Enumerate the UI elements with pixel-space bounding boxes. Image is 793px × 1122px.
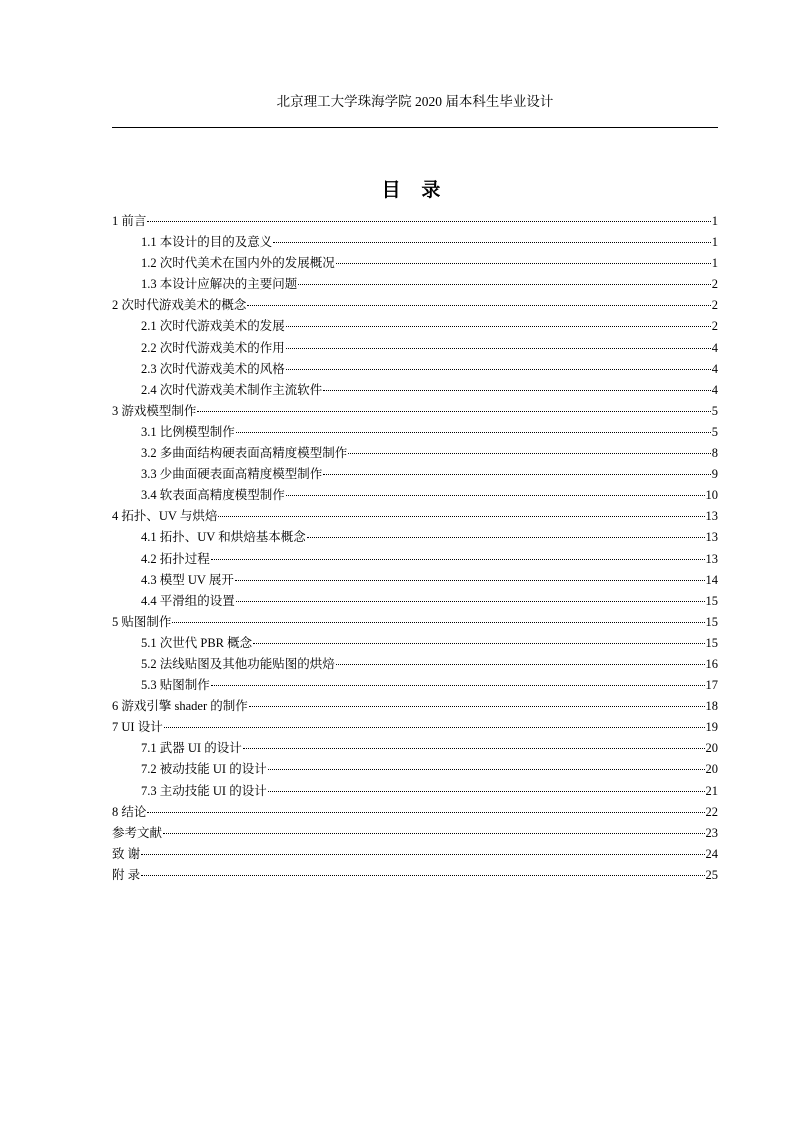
toc-entry[interactable] bbox=[112, 570, 718, 591]
toc-entry-label: 1.3 本设计应解决的主要问题 bbox=[141, 277, 298, 292]
toc-entry[interactable] bbox=[112, 591, 718, 612]
toc-dot-leader bbox=[147, 221, 710, 222]
toc-entry-label: 3.3 少曲面硬表面高精度模型制作 bbox=[141, 467, 323, 482]
toc-entry-label: 4.3 模型 UV 展开 bbox=[141, 572, 234, 587]
toc-entry[interactable] bbox=[112, 253, 718, 274]
toc-entry[interactable] bbox=[112, 401, 718, 422]
toc-entry[interactable] bbox=[112, 823, 718, 844]
toc-entry-page-number: 17 bbox=[705, 678, 718, 693]
toc-entry-label: 5.3 贴图制作 bbox=[141, 678, 210, 693]
toc-entry-page-number: 13 bbox=[705, 530, 718, 545]
toc-entry-page-number: 2 bbox=[711, 298, 718, 313]
toc-dot-leader bbox=[249, 706, 705, 707]
toc-entry-page-number: 19 bbox=[705, 720, 718, 735]
toc-entry-label: 致 谢 bbox=[112, 846, 141, 861]
table-of-contents bbox=[112, 211, 718, 886]
toc-entry-page-number: 9 bbox=[711, 467, 718, 482]
toc-entry-page-number: 5 bbox=[711, 403, 718, 418]
toc-dot-leader bbox=[211, 559, 705, 560]
toc-entry-page-number: 2 bbox=[711, 277, 718, 292]
toc-entry[interactable] bbox=[112, 295, 718, 316]
toc-entry[interactable] bbox=[112, 338, 718, 359]
toc-entry-label: 附 录 bbox=[112, 867, 141, 882]
toc-entry-label: 2.4 次时代游戏美术制作主流软件 bbox=[141, 382, 323, 397]
toc-dot-leader bbox=[286, 495, 705, 496]
toc-entry-label: 4.1 拓扑、UV 和烘焙基本概念 bbox=[141, 530, 306, 545]
toc-entry-label: 8 结论 bbox=[112, 804, 147, 819]
toc-entry-label: 5 贴图制作 bbox=[112, 614, 172, 629]
toc-entry-label: 2.3 次时代游戏美术的风格 bbox=[141, 361, 285, 376]
toc-dot-leader bbox=[253, 643, 704, 644]
toc-entry[interactable] bbox=[112, 865, 718, 886]
toc-entry-page-number: 13 bbox=[705, 551, 718, 566]
toc-entry-label: 3.1 比例模型制作 bbox=[141, 424, 235, 439]
toc-dot-leader bbox=[307, 537, 705, 538]
toc-dot-leader bbox=[172, 622, 704, 623]
toc-entry[interactable] bbox=[112, 738, 718, 759]
toc-dot-leader bbox=[286, 326, 711, 327]
toc-entry-label: 7.1 武器 UI 的设计 bbox=[141, 741, 242, 756]
toc-entry-label: 3.2 多曲面结构硬表面高精度模型制作 bbox=[141, 446, 348, 461]
toc-entry-page-number: 4 bbox=[711, 340, 718, 355]
toc-entry-page-number: 23 bbox=[705, 825, 718, 840]
toc-dot-leader bbox=[236, 432, 711, 433]
toc-entry-label: 2 次时代游戏美术的概念 bbox=[112, 298, 247, 313]
toc-entry-label: 1 前言 bbox=[112, 214, 147, 228]
toc-entry-page-number: 21 bbox=[705, 783, 718, 798]
toc-entry[interactable] bbox=[112, 844, 718, 865]
toc-entry-page-number: 22 bbox=[705, 804, 718, 819]
toc-entry-page-number: 2 bbox=[711, 319, 718, 334]
toc-entry-label: 4.4 平滑组的设置 bbox=[141, 593, 235, 608]
toc-dot-leader bbox=[236, 601, 705, 602]
toc-dot-leader bbox=[286, 348, 711, 349]
toc-entry-page-number: 4 bbox=[711, 361, 718, 376]
toc-dot-leader bbox=[298, 284, 710, 285]
toc-entry-label: 3.4 软表面高精度模型制作 bbox=[141, 488, 285, 503]
toc-entry-label: 3 游戏模型制作 bbox=[112, 403, 197, 418]
toc-entry-label: 5.1 次世代 PBR 概念 bbox=[141, 635, 253, 650]
toc-entry[interactable] bbox=[112, 380, 718, 401]
toc-entry[interactable] bbox=[112, 802, 718, 823]
toc-entry[interactable] bbox=[112, 485, 718, 506]
toc-entry-page-number: 5 bbox=[711, 424, 718, 439]
toc-entry[interactable] bbox=[112, 359, 718, 380]
toc-entry[interactable] bbox=[112, 527, 718, 548]
toc-dot-leader bbox=[273, 242, 710, 243]
toc-dot-leader bbox=[336, 664, 705, 665]
toc-entry[interactable] bbox=[112, 781, 718, 802]
toc-entry[interactable] bbox=[112, 633, 718, 654]
toc-entry-label: 4.2 拓扑过程 bbox=[141, 551, 210, 566]
toc-dot-leader bbox=[197, 411, 710, 412]
toc-dot-leader bbox=[235, 580, 705, 581]
toc-entry-page-number: 1 bbox=[711, 235, 718, 250]
toc-entry[interactable] bbox=[112, 211, 718, 232]
toc-entry[interactable] bbox=[112, 464, 718, 485]
toc-dot-leader bbox=[211, 685, 705, 686]
toc-dot-leader bbox=[336, 263, 711, 264]
toc-entry[interactable] bbox=[112, 696, 718, 717]
toc-entry-page-number: 16 bbox=[705, 656, 718, 671]
toc-entry-label: 7 UI 设计 bbox=[112, 720, 163, 735]
toc-entry-page-number: 1 bbox=[711, 256, 718, 271]
toc-dot-leader bbox=[163, 833, 704, 834]
toc-entry-label: 1.1 本设计的目的及意义 bbox=[141, 235, 273, 250]
toc-entry[interactable] bbox=[112, 612, 718, 633]
toc-entry-label: 6 游戏引擎 shader 的制作 bbox=[112, 699, 248, 714]
toc-entry-label: 2.2 次时代游戏美术的作用 bbox=[141, 340, 285, 355]
toc-entry[interactable] bbox=[112, 422, 718, 443]
toc-entry-page-number: 24 bbox=[705, 846, 718, 861]
page-header: 北京理工大学珠海学院 2020 届本科生毕业设计 bbox=[276, 94, 554, 109]
toc-entry-label: 参考文献 bbox=[112, 825, 163, 840]
toc-dot-leader bbox=[323, 474, 710, 475]
toc-entry-page-number: 20 bbox=[705, 762, 718, 777]
toc-entry[interactable] bbox=[112, 443, 718, 464]
toc-entry[interactable] bbox=[112, 717, 718, 738]
toc-entry-label: 4 拓扑、UV 与烘焙 bbox=[112, 509, 218, 524]
toc-dot-leader bbox=[141, 875, 704, 876]
toc-entry[interactable] bbox=[112, 654, 718, 675]
toc-title: 目 录 bbox=[381, 180, 449, 201]
toc-dot-leader bbox=[268, 769, 705, 770]
toc-entry-page-number: 15 bbox=[705, 635, 718, 650]
toc-entry-page-number: 13 bbox=[705, 509, 718, 524]
toc-entry-label: 1.2 次时代美术在国内外的发展概况 bbox=[141, 256, 335, 271]
toc-entry-page-number: 15 bbox=[705, 593, 718, 608]
toc-entry-label: 7.3 主动技能 UI 的设计 bbox=[141, 783, 267, 798]
toc-dot-leader bbox=[268, 791, 705, 792]
toc-entry-page-number: 10 bbox=[705, 488, 718, 503]
header-divider bbox=[112, 127, 718, 128]
toc-entry-page-number: 8 bbox=[711, 446, 718, 461]
toc-entry-label: 5.2 法线贴图及其他功能贴图的烘焙 bbox=[141, 656, 335, 671]
toc-entry[interactable] bbox=[112, 759, 718, 780]
toc-entry[interactable] bbox=[112, 675, 718, 696]
toc-dot-leader bbox=[164, 727, 705, 728]
toc-entry-label: 7.2 被动技能 UI 的设计 bbox=[141, 762, 267, 777]
toc-entry-label: 2.1 次时代游戏美术的发展 bbox=[141, 319, 285, 334]
toc-entry-page-number: 15 bbox=[705, 614, 718, 629]
toc-dot-leader bbox=[247, 305, 710, 306]
toc-entry[interactable] bbox=[112, 274, 718, 295]
toc-dot-leader bbox=[243, 748, 705, 749]
toc-entry[interactable] bbox=[112, 549, 718, 570]
toc-entry[interactable] bbox=[112, 316, 718, 337]
toc-entry-page-number: 20 bbox=[705, 741, 718, 756]
toc-entry-page-number: 14 bbox=[705, 572, 718, 587]
toc-dot-leader bbox=[218, 516, 704, 517]
toc-entry[interactable] bbox=[112, 232, 718, 253]
toc-entry-page-number: 25 bbox=[705, 867, 718, 882]
toc-dot-leader bbox=[348, 453, 710, 454]
toc-entry-page-number: 4 bbox=[711, 382, 718, 397]
toc-dot-leader bbox=[147, 812, 704, 813]
toc-dot-leader bbox=[323, 390, 710, 391]
toc-dot-leader bbox=[286, 369, 711, 370]
toc-entry-page-number: 18 bbox=[705, 699, 718, 714]
toc-entry[interactable] bbox=[112, 506, 718, 527]
toc-dot-leader bbox=[141, 854, 704, 855]
toc-entry-page-number: 1 bbox=[711, 214, 718, 228]
